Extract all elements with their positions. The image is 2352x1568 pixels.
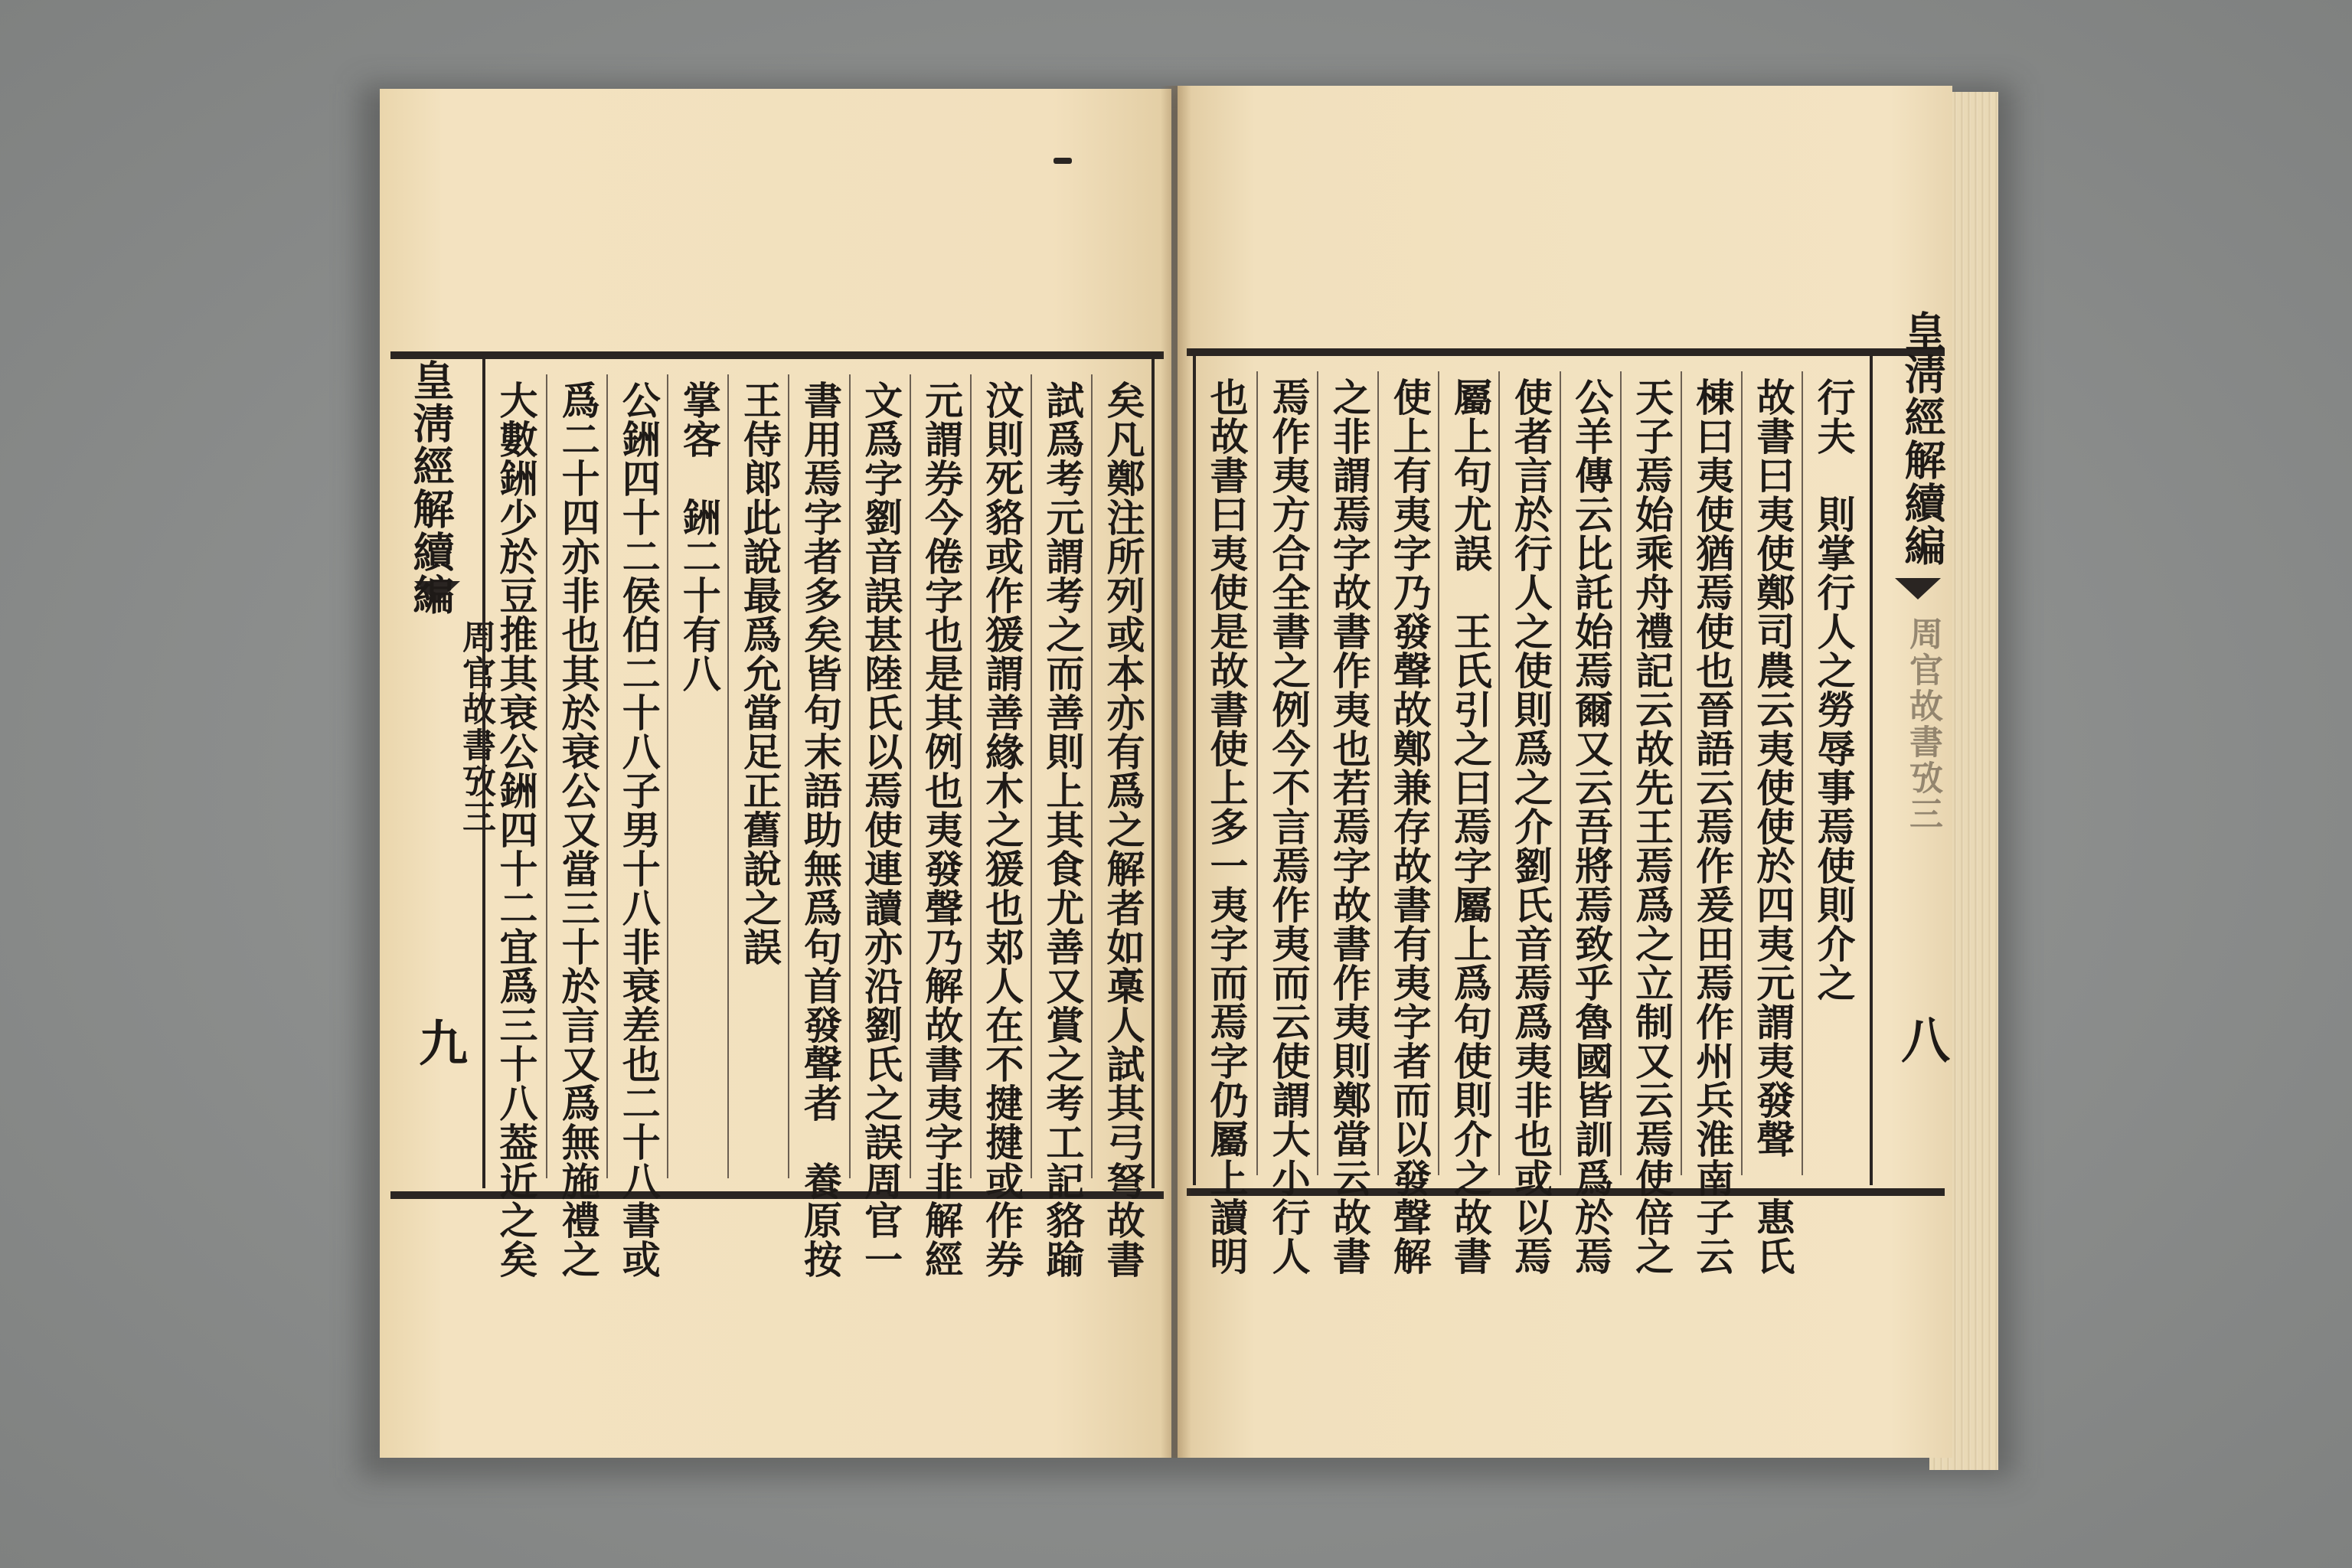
text-column bbox=[1741, 371, 1803, 1276]
folio-number: 九 bbox=[410, 1018, 468, 1071]
text-column bbox=[1377, 371, 1439, 1276]
column-text: 使上有夷字乃發聲故鄭兼存故書有夷字者而以發聲解 bbox=[1387, 377, 1432, 1276]
text-column bbox=[1256, 371, 1318, 1276]
left-print-frame bbox=[390, 351, 1164, 1279]
text-column bbox=[1091, 374, 1153, 1279]
column-text: 書用焉字者多矣皆句末語助無爲句首發聲者 養原按 bbox=[797, 381, 843, 1279]
text-column bbox=[485, 374, 546, 1279]
left-page bbox=[380, 89, 1171, 1458]
column-text: 試爲考元謂考之而善則上其食尤善又賞之考工記貉踰 bbox=[1040, 381, 1086, 1279]
margin-title: 皇淸經解續編 bbox=[1898, 310, 1947, 567]
text-column bbox=[667, 374, 729, 1178]
text-column bbox=[1620, 371, 1682, 1276]
right-page bbox=[1178, 86, 1952, 1458]
column-text: 爲二十四亦非也其於衰公又當三十於言又爲無施禮之 bbox=[555, 381, 601, 1279]
column-text: 公銂四十二侯伯二十八子男十八非衰差也二十八書或 bbox=[616, 381, 662, 1279]
text-column bbox=[546, 374, 608, 1279]
column-text: 屬上句尤誤 王氏引之曰焉字屬上爲句使則介之故書 bbox=[1447, 377, 1493, 1276]
folio-number: 八 bbox=[1893, 1014, 1950, 1068]
margin-title: 皇淸經解續編 bbox=[407, 359, 456, 616]
text-column bbox=[606, 374, 668, 1279]
column-text: 故書曰夷使鄭司農云夷使使於四夷元謂夷發聲 惠氏 bbox=[1750, 377, 1796, 1276]
margin-subtitle: 周官故書攷三 bbox=[1903, 616, 1942, 832]
column-text: 棟曰夷使猶焉使也晉語云焉作爰田焉作州兵淮南子云 bbox=[1690, 377, 1736, 1276]
column-text: 公羊傳云比託始焉爾又云吾將焉致乎魯國皆訓爲於焉 bbox=[1569, 377, 1615, 1276]
text-column bbox=[788, 374, 850, 1279]
column-text: 天子焉始乘舟禮記云故先王焉爲之立制又云焉使倍之 bbox=[1629, 377, 1675, 1276]
text-column bbox=[1681, 371, 1743, 1276]
column-text: 矣凡鄭注所列或本亦有爲之解者如槀人試其弓弩故書 bbox=[1100, 381, 1146, 1279]
text-column bbox=[1196, 371, 1256, 1276]
text-column bbox=[1560, 371, 1622, 1276]
column-text: 文爲字劉音誤甚陸氏以焉使連讀亦沿劉氏之誤周官一 bbox=[858, 381, 904, 1279]
margin-subtitle: 周官故書攷三 bbox=[456, 619, 495, 835]
column-text: 掌客 銂二十有八 bbox=[676, 381, 722, 693]
text-column bbox=[1031, 374, 1093, 1279]
text-block bbox=[482, 359, 1155, 1279]
ink-mark bbox=[1054, 158, 1072, 164]
text-column bbox=[1498, 371, 1560, 1276]
column-text: 行夫 則掌行人之勞辱事焉使則介之 bbox=[1811, 377, 1857, 1002]
column-text: 焉作夷方合全書之例今不言焉作夷而云使謂大小行人 bbox=[1266, 377, 1312, 1276]
column-text: 之非謂焉字故書作夷也若焉字故書作夷則鄭當云故書 bbox=[1326, 377, 1372, 1276]
book-gutter bbox=[1161, 86, 1191, 1458]
text-column bbox=[970, 374, 1032, 1279]
column-text: 王侍郞此說最爲允當足正舊說之誤 bbox=[737, 381, 782, 966]
text-column bbox=[1802, 371, 1864, 1175]
text-column bbox=[849, 374, 911, 1279]
text-block bbox=[1193, 356, 1873, 1276]
column-text: 元謂券今倦字也是其例也夷發聲乃解故書夷字非解經 bbox=[919, 381, 965, 1279]
text-column bbox=[727, 374, 789, 1178]
column-text: 也故書曰夷使是故書使上多一夷字而焉字仍屬上讀明 bbox=[1204, 377, 1250, 1276]
column-text: 汶則死貉或作猨謂善緣木之猨也𨙸人在不揵揵或作券 bbox=[979, 381, 1025, 1279]
text-column bbox=[1317, 371, 1379, 1276]
column-text: 大數銂少於豆推其衰公銂四十二宜爲三十八葢近之矣 bbox=[493, 381, 539, 1279]
column-text: 使者言於行人之使則爲之介劉氏音焉爲夷非也或以焉 bbox=[1508, 377, 1553, 1276]
fishtail-mark bbox=[1891, 578, 1945, 601]
text-column bbox=[1438, 371, 1500, 1276]
right-print-frame bbox=[1187, 310, 1950, 1276]
text-column bbox=[910, 374, 972, 1279]
